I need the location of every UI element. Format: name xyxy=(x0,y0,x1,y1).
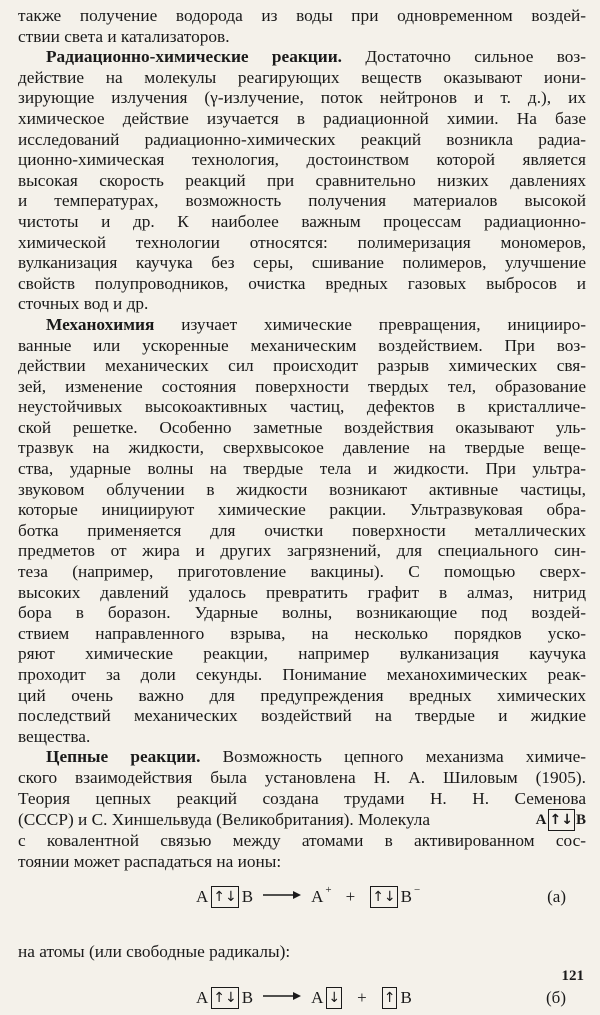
text-line: которые инициируют химические ракции. Ультразвуковая обра- xyxy=(18,500,586,520)
text-line: также получение водорода из воды при одновременном воздей- xyxy=(18,6,586,25)
plus-sign: + xyxy=(345,887,356,907)
inline-molecule xyxy=(536,809,586,831)
spin-up-arrow-icon: ↑ xyxy=(213,989,226,1006)
text-line: чистоты и др. К наиболее важным процессам радиационно- xyxy=(18,211,586,231)
text-line: ства, ударные волны на твердые тела и жидкости. При ультра- xyxy=(18,459,586,479)
text-line: действие на молекулы реагирующих веществ оказывают иони- xyxy=(18,67,586,87)
spin-down-arrow-icon: ↓ xyxy=(225,889,237,906)
equation-label-b: (б) xyxy=(546,987,566,1007)
equation-b xyxy=(18,981,586,1015)
text-line: ствием направленного взрыва, на несколько порядков уско- xyxy=(18,623,586,643)
atom-label: A xyxy=(311,987,324,1007)
reaction-arrow-icon xyxy=(263,890,301,900)
paragraph-chain-reactions xyxy=(18,747,586,872)
spin-down-arrow-icon: ↓ xyxy=(225,989,237,1006)
text-line: звуковом облучении в жидкости возникают активные частицы, xyxy=(18,479,586,499)
text-line: сточных вод и др. xyxy=(18,294,149,314)
page-number: 121 xyxy=(561,968,584,984)
text-line: ряют химические реакции, например вулканизация каучука xyxy=(18,644,586,664)
atom-label: A xyxy=(196,887,209,907)
cation-label: A xyxy=(311,887,324,907)
spin-down-arrow-icon: ↓ xyxy=(561,812,573,829)
electron-pair-box xyxy=(548,809,575,831)
paragraph-between xyxy=(18,942,586,963)
text-line: ционно-химическая технология, достоинством которой является xyxy=(18,150,586,170)
text-line: предметов от жира и других загрязнений, для специального син- xyxy=(18,541,586,561)
charge-superscript: − xyxy=(414,884,421,897)
equation-a-body xyxy=(196,886,420,908)
paragraph-continuation xyxy=(18,6,586,47)
text-line: проходит за доли секунды. Понимание механохимических реак- xyxy=(18,665,586,684)
text-line: и температурах, возможность получения материалов высокой xyxy=(18,191,586,211)
text-line: Теория цепных реакций создана трудами Н. Н. Семенова xyxy=(18,788,586,808)
text-line xyxy=(18,47,586,68)
text-line: теза (например, приготовление вакцины). С помощью сверх- xyxy=(18,562,586,582)
equation-a xyxy=(18,880,586,914)
text-line: ванные или ускоренные механическим воздействием. При воз- xyxy=(18,335,586,355)
spin-up-arrow-icon: ↑ xyxy=(213,889,226,906)
text-line: высоких давлений удалось превратить графит в алмаз, нитрид xyxy=(18,582,586,602)
electron-pair-box xyxy=(370,886,397,908)
text-line: с ковалентной связью между атомами в активированном сос- xyxy=(18,831,586,851)
spin-up-arrow-icon: ↑ xyxy=(383,989,396,1006)
text-line: свойств полупроводников, очистка вредных газовых выбросов и xyxy=(18,273,586,293)
spin-up-arrow-icon: ↑ xyxy=(549,812,562,829)
text-line: химической технологии относятся: полимеризация мономеров, xyxy=(18,232,586,252)
text-fragment: (СССР) и С. Хиншельвуда (Великобритания). Молекула xyxy=(18,809,431,829)
text-line: ствии света и катализаторов. xyxy=(18,26,230,46)
single-electron-box xyxy=(382,987,398,1009)
spin-down-arrow-icon: ↓ xyxy=(328,989,341,1006)
text-fragment: Возможность цепного механизма химиче- xyxy=(200,747,586,767)
text-line: последствий механических воздействий на твердые и жидкие xyxy=(18,706,586,726)
atom-label: B xyxy=(241,987,254,1007)
text-line: химическое действие изучается в радиационной химии. На базе xyxy=(18,108,586,128)
electron-pair-box xyxy=(211,987,238,1009)
text-line: действии механических сил происходит разрыв химических свя- xyxy=(18,356,586,376)
section-heading-mechanochemistry: Механохимия xyxy=(46,314,155,334)
atom-label: B xyxy=(575,811,586,828)
equation-b-body xyxy=(196,987,412,1009)
text-line: ского взаимодействия была установлена Н. А. Шиловым (1905). xyxy=(18,767,586,787)
single-electron-box xyxy=(326,987,342,1009)
text-line: зей, изменение состояния поверхности твердых тел, образование xyxy=(18,376,586,396)
charge-superscript: + xyxy=(325,884,332,897)
text-fragment: Достаточно сильное воз- xyxy=(342,47,587,67)
plus-sign: + xyxy=(357,987,367,1007)
paragraph-radiation-chemistry xyxy=(18,47,586,315)
paragraph-mechanochemistry xyxy=(18,315,586,747)
text-line xyxy=(18,315,586,336)
section-heading-chain: Цепные реакции. xyxy=(46,747,201,767)
text-line: высокая скорость реакций при сравнительно низких давлениях xyxy=(18,170,586,190)
text-line: зирующие излучения (γ-излучение, поток нейтронов и т. д.), их xyxy=(18,88,586,108)
atom-label: B xyxy=(400,987,412,1007)
text-line: ций очень важно для предупреждения вредных химических xyxy=(18,685,586,705)
text-line: неустойчивых высокоактивных частиц, дефектов в кристалличе- xyxy=(18,397,586,417)
text-line: вулканизация каучука без серы, сшивание полимеров, улучшение xyxy=(18,253,586,273)
text-fragment: изучает химические превращения, иницииро- xyxy=(154,314,586,334)
section-heading-radiation: Радиационно-химические реакции. xyxy=(46,47,342,67)
text-line: тразвук на жидкости, сверхвысокое давление на твердые веще- xyxy=(18,438,586,458)
anion-label: B xyxy=(400,887,412,907)
spin-up-arrow-icon: ↑ xyxy=(372,889,384,906)
equation-label-a: (а) xyxy=(547,887,566,907)
text-line xyxy=(18,747,586,768)
atom-label: B xyxy=(241,887,254,907)
text-line: вещества. xyxy=(18,726,91,746)
atom-label: A xyxy=(196,987,209,1007)
text-line: бора в боразон. Ударные волны, возникающие под воздей- xyxy=(18,603,586,623)
text-line: тоянии может распадаться на ионы: xyxy=(18,851,282,871)
atom-label: A xyxy=(535,811,547,828)
electron-pair-box xyxy=(211,886,238,908)
text-line: на атомы (или свободные радикалы): xyxy=(18,942,291,962)
text-line xyxy=(18,809,586,831)
spin-down-arrow-icon: ↓ xyxy=(383,889,396,906)
text-line: исследований радиационно-химических реакций возникла радиа- xyxy=(18,129,586,149)
text-line: ботка применяется для очистки поверхности металлических xyxy=(18,520,586,540)
text-line: ской решетке. Особенно заметные воздействия оказывают уль- xyxy=(18,417,586,437)
reaction-arrow-icon xyxy=(263,991,301,1001)
